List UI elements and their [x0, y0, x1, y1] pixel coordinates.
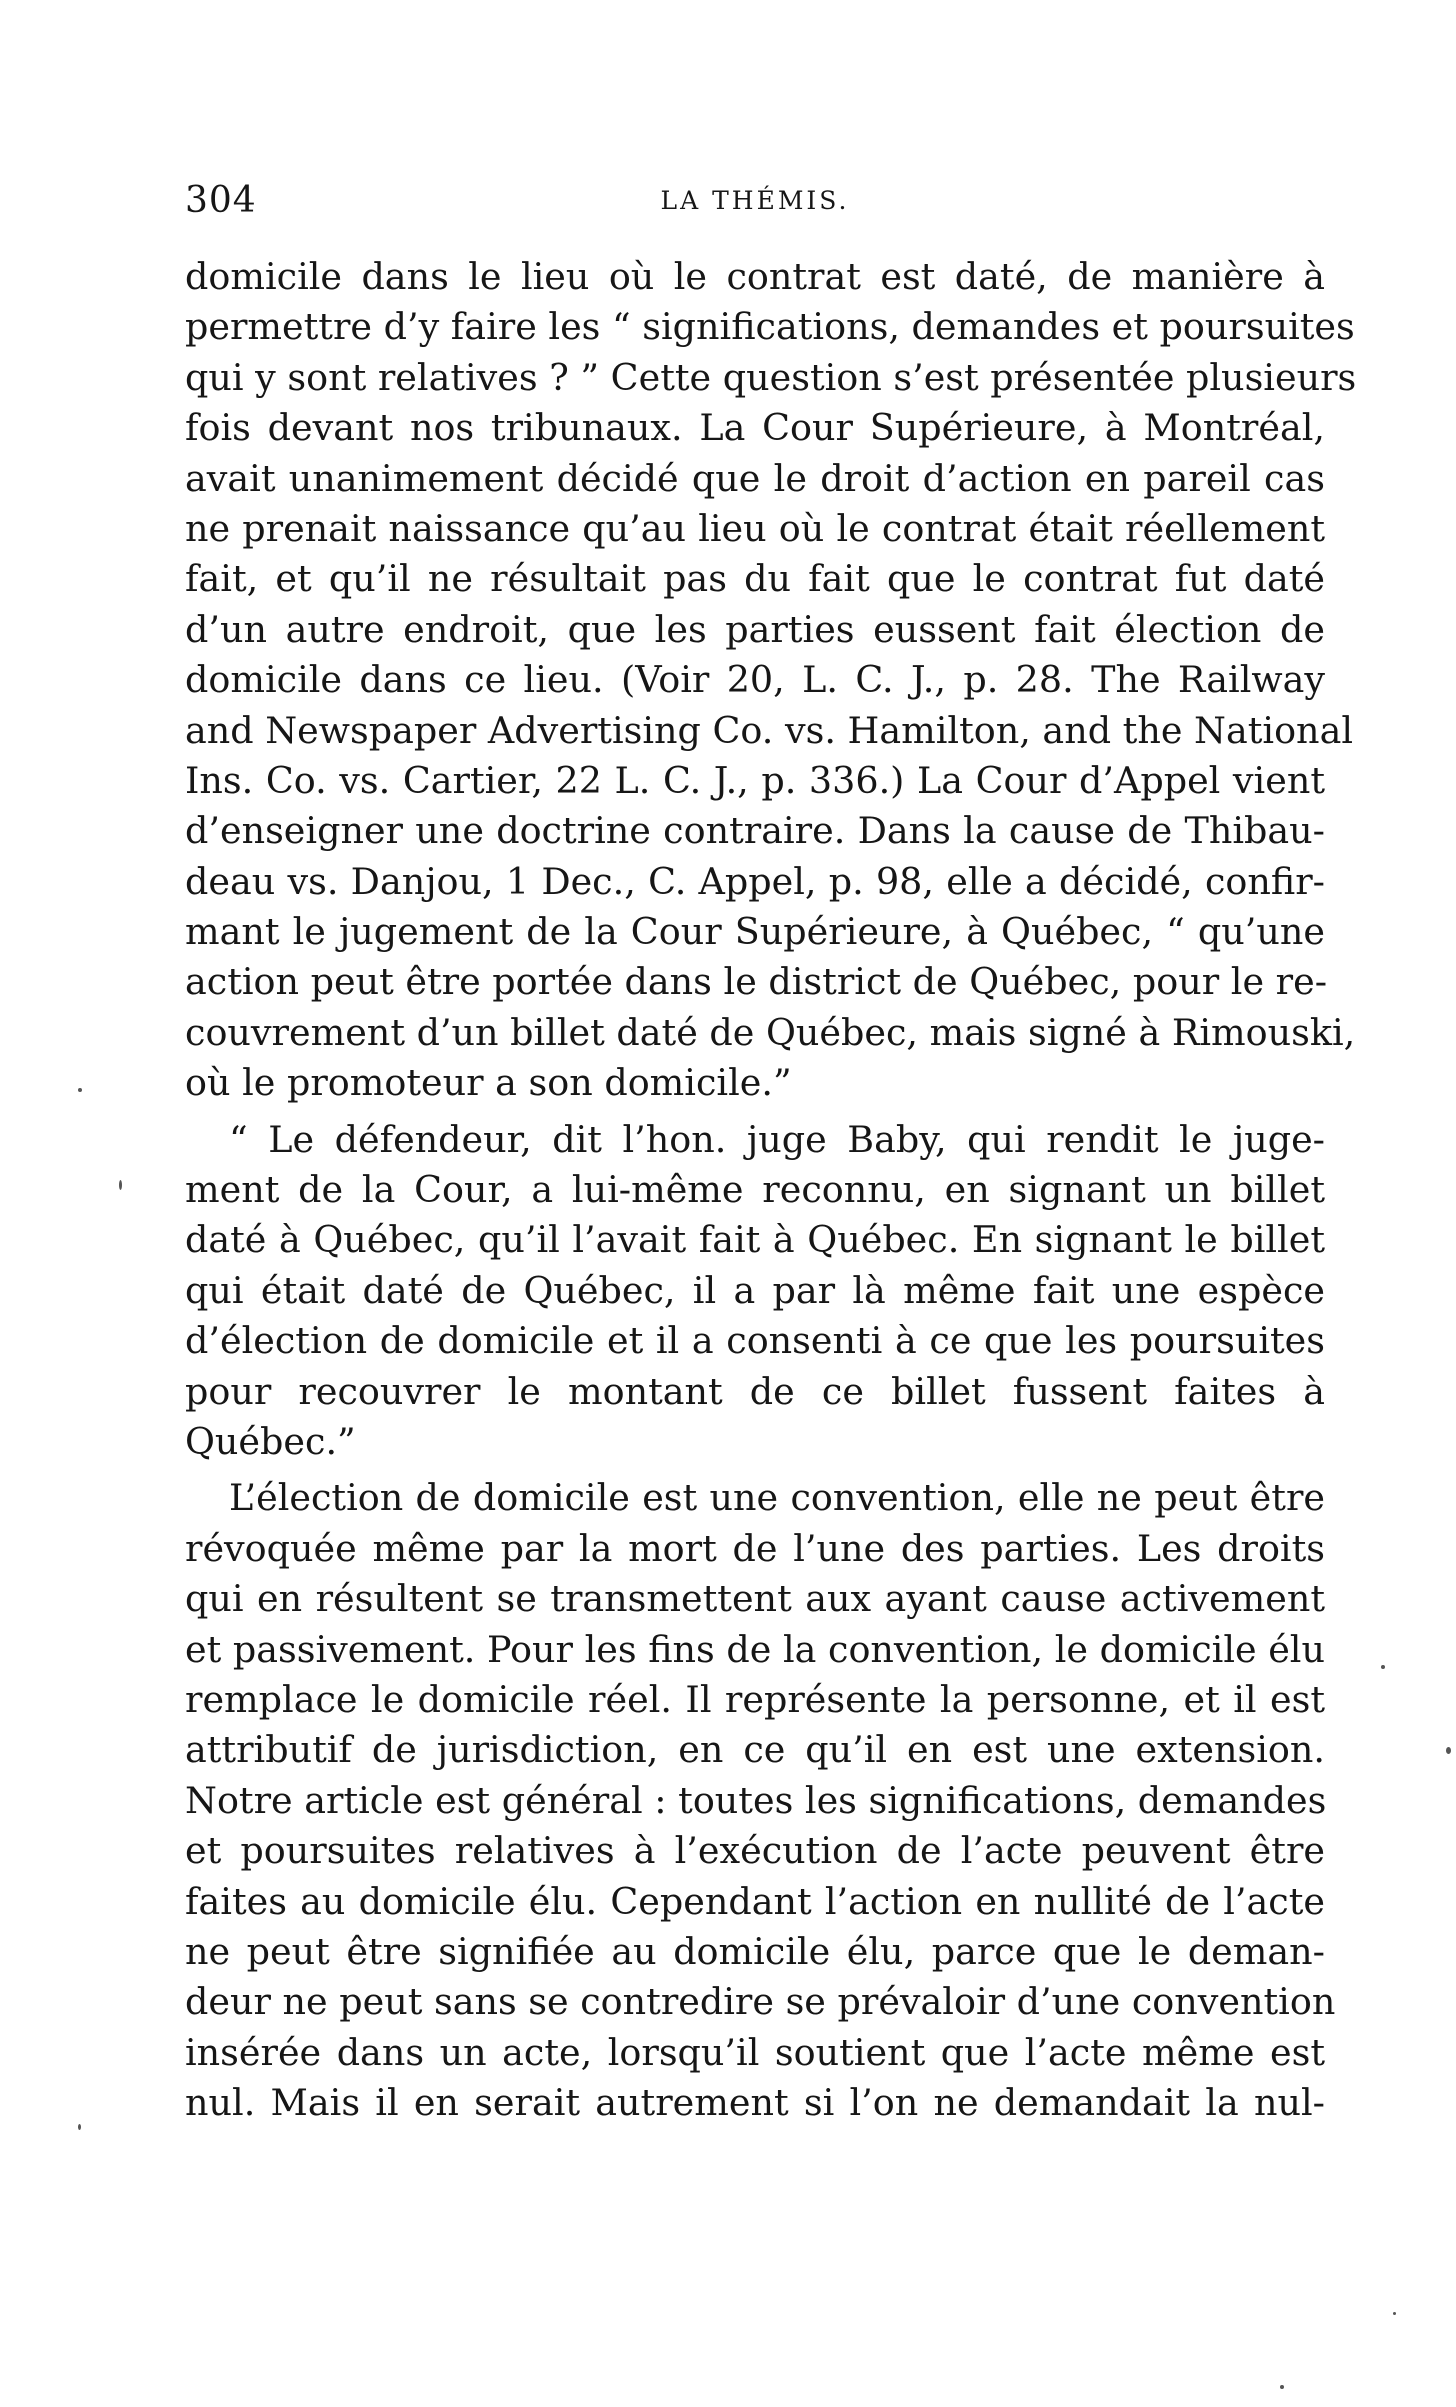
- text-line: pour recouvrer le montant de ce billet fussent faites à: [185, 1369, 1325, 1413]
- page-number: 304: [185, 180, 257, 221]
- text-line: qui y sont relatives ? ” Cette question s’est présentée plusieurs: [185, 355, 1357, 399]
- text-line: permettre d’y faire les “ significations, demandes et poursuites: [185, 305, 1355, 349]
- text-line: d’élection de domicile et il a consenti à ce que les poursuites: [185, 1319, 1325, 1363]
- text-line: et passivement. Pour les fins de la convention, le domicile élu: [185, 1627, 1325, 1671]
- paragraph-3: [185, 1473, 1336, 2128]
- scan-speck: [1446, 1747, 1451, 1754]
- text-line: domicile dans le lieu où le contrat est daté, de manière à: [185, 255, 1325, 298]
- scan-speck: [1393, 2312, 1396, 2315]
- scan-speck: [1280, 2385, 1284, 2389]
- running-title: LA THÉMIS.: [660, 186, 850, 215]
- text-line: Notre article est général : toutes les significations, demandes: [185, 1778, 1327, 1822]
- text-line: qui en résultent se transmettent aux ayant cause activement: [185, 1577, 1325, 1621]
- text-line: d’enseigner une doctrine contraire. Dans la cause de Thibau-: [185, 809, 1325, 853]
- text-line: L’élection de domicile est une convention, elle ne peut être: [229, 1476, 1325, 1520]
- text-line: couvrement d’un billet daté de Québec, mais signé à Rimouski,: [185, 1010, 1356, 1054]
- text-line: insérée dans un acte, lorsqu’il soutient que l’acte même est: [185, 2030, 1325, 2074]
- text-line: où le promoteur a son domicile.”: [185, 1061, 792, 1105]
- text-line: fois devant nos tribunaux. La Cour Supérieure, à Montréal,: [185, 406, 1325, 450]
- scan-speck: [1381, 1665, 1385, 1669]
- text-line: qui était daté de Québec, il a par là même fait une espèce: [185, 1268, 1325, 1312]
- text-line: faites au domicile élu. Cependant l’action en nullité de l’acte: [185, 1879, 1325, 1923]
- text-line: Ins. Co. vs. Cartier, 22 L. C. J., p. 336.) La Cour d’Appel vient: [185, 758, 1325, 802]
- text-line: révoquée même par la mort de l’une des parties. Les droits: [185, 1526, 1325, 1570]
- text-line: Québec.”: [185, 1419, 356, 1463]
- text-line: deau vs. Danjou, 1 Dec., C. Appel, p. 98, elle a décidé, confir-: [185, 859, 1325, 903]
- paragraph-2: [185, 1115, 1325, 1468]
- text-line: nul. Mais il en serait autrement si l’on ne demandait la nul-: [185, 2081, 1325, 2125]
- scan-speck: [119, 1180, 122, 1190]
- text-line: et poursuites relatives à l’exécution de l’acte peuvent être: [185, 1829, 1325, 1873]
- paragraph-1: [185, 252, 1357, 1109]
- text-line: ne prenait naissance qu’au lieu où le contrat était réellement: [185, 506, 1325, 550]
- text-line: remplace le domicile réel. Il représente la personne, et il est: [185, 1677, 1325, 1721]
- text-line: “ Le défendeur, dit l’hon. juge Baby, qui rendit le juge-: [229, 1117, 1325, 1161]
- text-line: action peut être portée dans le district de Québec, pour le re-: [185, 960, 1328, 1004]
- text-line: mant le jugement de la Cour Supérieure, à Québec, “ qu’une: [185, 910, 1325, 954]
- text-line: daté à Québec, qu’il l’avait fait à Québec. En signant le billet: [185, 1218, 1325, 1262]
- page-header: [185, 180, 1325, 240]
- text-line: fait, et qu’il ne résultait pas du fait que le contrat fut daté: [185, 557, 1325, 601]
- text-line: attributif de jurisdiction, en ce qu’il en est une extension.: [185, 1728, 1325, 1772]
- scan-speck: [78, 2124, 81, 2130]
- text-line: ne peut être signifiée au domicile élu, parce que le deman-: [185, 1929, 1325, 1973]
- text-line: ment de la Cour, a lui-même reconnu, en signant un billet: [185, 1168, 1325, 1212]
- text-line: avait unanimement décidé que le droit d’action en pareil cas: [185, 456, 1325, 500]
- text-line: d’un autre endroit, que les parties eussent fait élection de: [185, 607, 1325, 651]
- text-line: domicile dans ce lieu. (Voir 20, L. C. J., p. 28. The Railway: [185, 658, 1325, 702]
- scan-speck: [78, 1088, 82, 1092]
- text-line: and Newspaper Advertising Co. vs. Hamilton, and the National: [185, 708, 1353, 752]
- text-line: deur ne peut sans se contredire se prévaloir d’une convention: [185, 1980, 1336, 2024]
- body-text: [185, 252, 1357, 2128]
